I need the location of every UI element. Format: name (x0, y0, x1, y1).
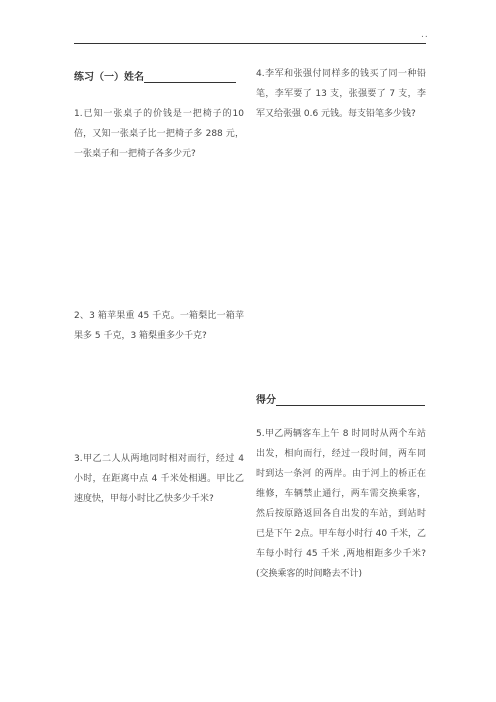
question-4 (256, 64, 426, 124)
question-5-text: 5.甲乙两辆客车上午 8 时同时从两个车站出发，相向而行，经过一段时间，两车同时到达一条河 的两岸。由于河上的桥正在维修，车辆禁止通行，两车需交换乘客，然后按原路返回各自出发的车站，到站时已是下午 2点。甲车每小时行 40 千米，乙车每小时行 45 千米 ,两地相距多少千米?(交换乘客的时间略去不计) (256, 429, 426, 579)
question-2 (74, 306, 244, 346)
score-blank (276, 394, 425, 406)
header-mark: .. (421, 30, 429, 40)
question-3 (74, 449, 244, 509)
score-label: 得分 (256, 395, 276, 406)
question-1 (74, 104, 244, 164)
header-rule (74, 43, 426, 44)
question-3-text: 3.甲乙二人从两地同时相对而行，经过 4 小时，在距离中点 4 千米处相遇。甲比乙速度快，甲每小时比乙快多少千米? (74, 454, 244, 504)
question-1-text: 1.已知一张桌子的价钱是一把椅子的10倍，又知一张桌子比一把椅子多 288 元，一张桌子和一把椅子各多少元? (74, 109, 244, 159)
exercise-title (74, 68, 236, 83)
exercise-title-text: 练习（一）姓名 (74, 72, 144, 83)
score-row (256, 391, 425, 406)
question-2-text: 2、3 箱苹果重 45 千克。一箱梨比一箱苹果多 5 千克，3 箱梨重多少千克? (74, 311, 244, 341)
question-4-text: 4.李军和张强付同样多的钱买了同一种铅笔，李军要了 13 支，张强要了 7 支，李军又给张强 0.6 元钱。每支铅笔多少钱? (256, 69, 426, 119)
name-blank (144, 71, 236, 83)
question-5 (256, 424, 426, 584)
